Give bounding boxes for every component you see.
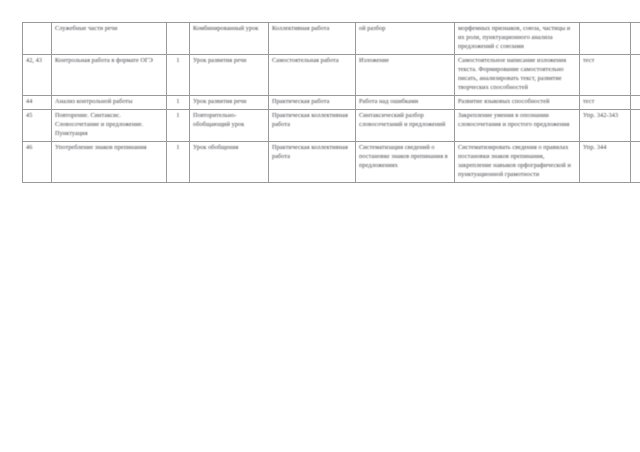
cell-activity: Синтаксический разбор словосочетаний и предложений: [356, 109, 455, 141]
cell-date-plan: [631, 109, 640, 141]
cell-number: 44: [23, 95, 52, 109]
cell-homework: тест: [580, 95, 631, 109]
cell-homework: тест: [580, 54, 631, 95]
cell-hours: 1: [167, 54, 190, 95]
cell-activity: Работа над ошибками: [356, 95, 455, 109]
cell-date-plan: [631, 141, 640, 182]
cell-form: Коллективная работа: [269, 23, 356, 55]
cell-type: Урок развития речи: [190, 54, 269, 95]
table-row: [23, 109, 640, 141]
cell-result: Закрепление умения в опознании словосочетания и простого предложения: [455, 109, 580, 141]
cell-result: Самостоятельное написание изложения текста. Формирование самостоятельно писать, анализировать текст, развитие творческих способностей: [455, 54, 580, 95]
cell-activity: Систематизация сведений о постановке знаков препинания в предложениях: [356, 141, 455, 182]
cell-homework: Упр. 342-343: [580, 109, 631, 141]
cell-topic: Употребление знаков препинания: [52, 141, 167, 182]
table-row: [23, 23, 640, 55]
cell-homework: [580, 23, 631, 55]
cell-hours: 1: [167, 141, 190, 182]
cell-number: 45: [23, 109, 52, 141]
cell-hours: 1: [167, 109, 190, 141]
cell-type: Урок развития речи: [190, 95, 269, 109]
cell-date-plan: [631, 95, 640, 109]
cell-activity: Изложение: [356, 54, 455, 95]
cell-hours: [167, 23, 190, 55]
cell-form: Практическая коллективная работа: [269, 141, 356, 182]
cell-date-plan: [631, 54, 640, 95]
cell-number: [23, 23, 52, 55]
cell-result: Развитие языковых способностей: [455, 95, 580, 109]
cell-result: Систематизировать сведения о правилах постановки знаков препинания, закрепление навыков орфографической и пунктуационной грамотности: [455, 141, 580, 182]
cell-type: Комбинированный урок: [190, 23, 269, 55]
cell-number: 46: [23, 141, 52, 182]
table-row: [23, 54, 640, 95]
cell-activity: ой разбор: [356, 23, 455, 55]
cell-type: Повторительно-обобщающий урок: [190, 109, 269, 141]
cell-homework: Упр. 344: [580, 141, 631, 182]
cell-result: морфемных признаков, союза, частицы и их роли, пунктуационного анализа предложений с союзами: [455, 23, 580, 55]
cell-form: Самостоятельная работа: [269, 54, 356, 95]
cell-topic: Повторение. Синтаксис. Словосочетание и предложение. Пунктуация: [52, 109, 167, 141]
cell-number: 42, 43: [23, 54, 52, 95]
table-row: [23, 95, 640, 109]
cell-form: Практическая работа: [269, 95, 356, 109]
table-row: [23, 141, 640, 182]
cell-type: Урок обобщения: [190, 141, 269, 182]
cell-hours: 1: [167, 95, 190, 109]
table-body: [23, 23, 640, 183]
cell-date-plan: [631, 23, 640, 55]
cell-topic: Анализ контрольной работы: [52, 95, 167, 109]
cell-topic: Служебные части речи: [52, 23, 167, 55]
cell-topic: Контрольная работа в формате ОГЭ: [52, 54, 167, 95]
lesson-plan-table: [22, 22, 640, 183]
cell-form: Практическая коллективная работа: [269, 109, 356, 141]
